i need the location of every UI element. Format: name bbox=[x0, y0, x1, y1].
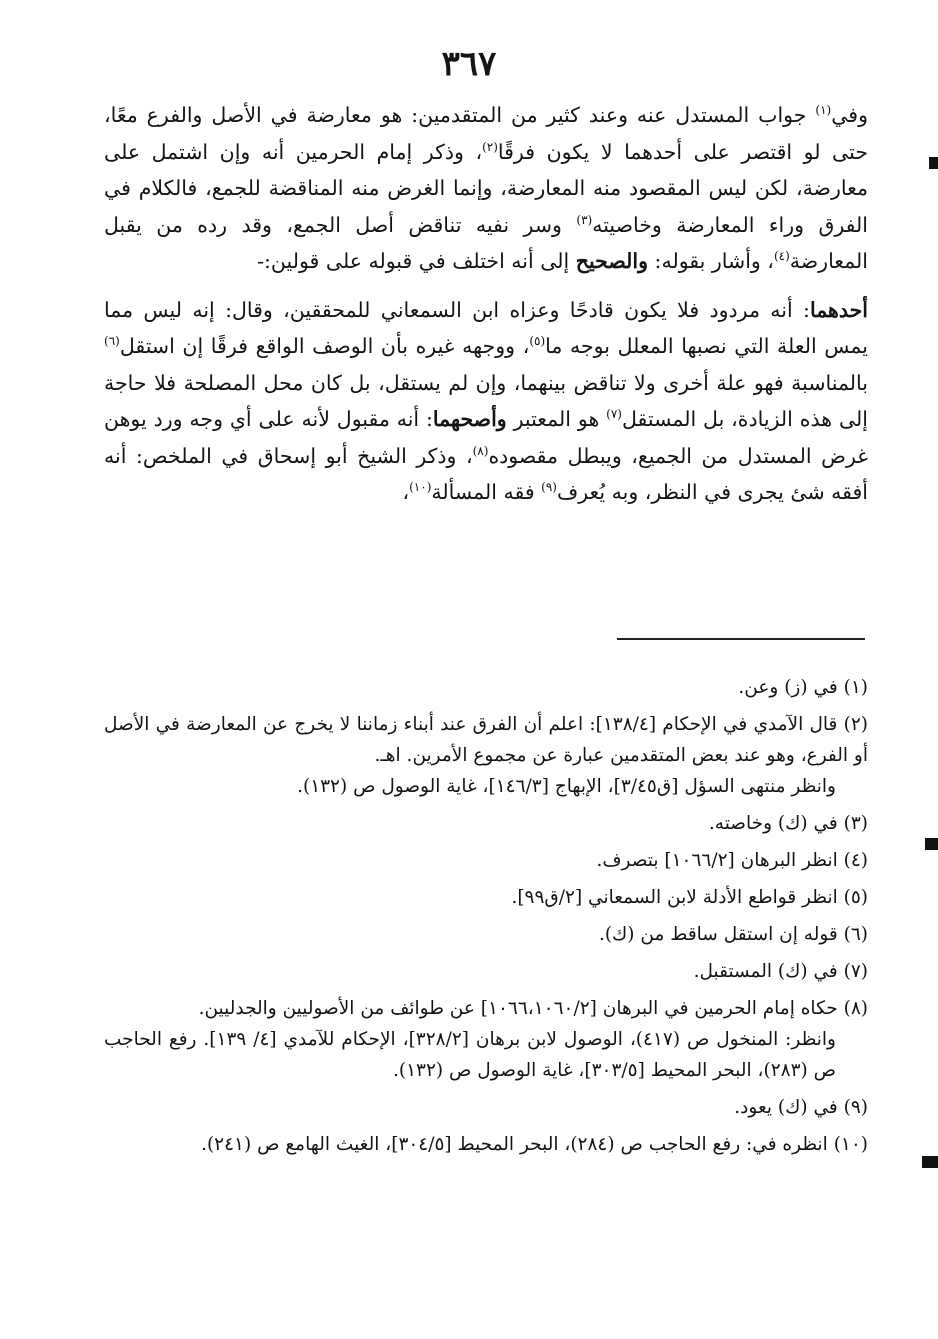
footnote-ref[interactable]: (٣) bbox=[576, 212, 593, 227]
scan-edge-mark bbox=[925, 838, 938, 850]
footnote-ref[interactable]: (١) bbox=[815, 103, 832, 118]
footnote-7 bbox=[104, 956, 868, 987]
footnote-5 bbox=[104, 882, 868, 913]
footnote-ref[interactable]: (٧) bbox=[606, 407, 622, 422]
text-run: ، وذكر الشيخ أبو إسحاق في الملخص: أنه أفقه شئ يجرى في النظر، وبه يُعرف bbox=[104, 443, 868, 504]
footnote-number: (٩) bbox=[843, 1097, 868, 1118]
scan-edge-mark bbox=[922, 1156, 938, 1168]
text-run: جواب المستدل عنه وعند كثير من المتقدمين: هو معارضة في الأصل والفرع معًا، حتى لو اقتصر على أحدهما لا يكون فرقًا bbox=[104, 103, 868, 164]
footnote-text-continued: وانظر منتهى السؤل [ق٣/٤٥]، الإبهاج [١٤٦/٣]، غاية الوصول ص (١٣٢). bbox=[297, 776, 836, 797]
footnote-number: (١٠) bbox=[833, 1134, 868, 1155]
footnote-number: (٣) bbox=[843, 813, 868, 834]
main-text bbox=[104, 97, 868, 511]
footnote-ref[interactable]: (٩) bbox=[541, 480, 557, 495]
text-run: وفي bbox=[831, 103, 868, 127]
footnote-text: في (ك) يعود. bbox=[734, 1097, 838, 1118]
text-run: وسر نفيه تناقض أصل الجمع، وقد رده من يقبل المعارضة bbox=[104, 212, 868, 273]
footnote-2 bbox=[104, 709, 868, 802]
footnote-8 bbox=[104, 993, 868, 1086]
footnote-number: (١) bbox=[843, 677, 868, 698]
footnote-ref[interactable]: (٤) bbox=[773, 249, 790, 264]
bold-term: وأصحهما bbox=[432, 407, 507, 431]
text-run: ، ووجهه غيره بأن الوصف الواقع فرقًا إن استقل bbox=[119, 334, 530, 358]
footnote-ref[interactable]: (٨) bbox=[472, 443, 489, 458]
footnote-ref[interactable]: (٦) bbox=[104, 334, 120, 349]
footnote-text: في (ك) المستقبل. bbox=[693, 961, 838, 982]
footnote-text: في (ك) وخاصته. bbox=[708, 813, 838, 834]
footnote-text: حكاه إمام الحرمين في البرهان [١٠٦٦،١٠٦٠/٢] عن طوائف من الأصوليين والجدليين. bbox=[198, 998, 838, 1019]
text-run: فقه المسألة bbox=[431, 480, 542, 504]
text-run: إلى أنه اختلف في قبوله على قولين:- bbox=[257, 249, 576, 273]
footnote-10 bbox=[104, 1129, 868, 1160]
footnote-9 bbox=[104, 1092, 868, 1123]
footnote-text: انظر البرهان [١٠٦٦/٢] بتصرف. bbox=[596, 850, 838, 871]
text-run: ، وأشار بقوله: bbox=[648, 249, 774, 273]
footnotes bbox=[104, 672, 868, 1166]
footnote-number: (٥) bbox=[843, 887, 868, 908]
bold-term: أحدهما bbox=[809, 297, 868, 322]
footnote-3 bbox=[104, 808, 868, 839]
footnote-4 bbox=[104, 845, 868, 876]
footnote-number: (٨) bbox=[843, 998, 868, 1019]
footnote-text: انظر قواطع الأدلة لابن السمعاني [٢/ق٩٩]. bbox=[511, 887, 838, 908]
text-run: بالمناسبة فهو علة أخرى ولا تناقض بينهما، وإن لم يستقل، بل كان محل المصلحة فلا حاجة إلى هذه الزيادة، بل المستقل bbox=[104, 370, 868, 431]
text-run: ، وذكر إمام الحرمين أنه وإن اشتمل على معارضة، لكن ليس المقصود منه المعارضة، وإنما الغرض منه المناقضة للجمع، فالكلام في الفرق وراء المعارضة وخاصيته bbox=[104, 139, 868, 237]
footnote-6 bbox=[104, 919, 868, 950]
text-run: : أنه مردود فلا يكون قادحًا وعزاه ابن السمعاني للمحققين، وقال: إنه ليس مما يمس العلة التي نصبها المعلل بوجه ما bbox=[104, 297, 868, 358]
paragraph-1 bbox=[104, 97, 868, 280]
footnote-text: في (ز) وعن. bbox=[738, 677, 838, 698]
footnote-text-continued: وانظر: المنخول ص (٤١٧)، الوصول لابن برهان [٣٢٨/٢]، الإحكام للآمدي [٤/ ١٣٩]. رفع الحاجب ص (٢٨٣)، البحر المحيط [٣٠٣/٥]، غاية الوصول ص (١٣٢). bbox=[104, 1029, 836, 1081]
text-run: هو المعتبر bbox=[506, 407, 607, 431]
footnote-ref[interactable]: (١٠) bbox=[409, 480, 432, 495]
scan-edge-mark bbox=[929, 157, 938, 169]
footnote-separator bbox=[617, 638, 865, 640]
bold-term: والصحيح bbox=[575, 249, 649, 273]
footnote-ref[interactable]: (٢) bbox=[482, 139, 498, 154]
paragraph-2 bbox=[104, 292, 868, 511]
footnote-number: (٦) bbox=[843, 924, 868, 945]
footnote-number: (٧) bbox=[843, 961, 868, 982]
page-number: ٣٦٧ bbox=[441, 44, 497, 84]
footnote-text: قوله إن استقل ساقط من (ك). bbox=[598, 924, 838, 945]
text-run: ، bbox=[402, 480, 410, 504]
text-run: : أنه مقبول لأنه على أي وجه ورد يوهن غرض المستدل من الجميع، ويبطل مقصوده bbox=[104, 407, 868, 468]
footnote-1 bbox=[104, 672, 868, 703]
footnote-text: قال الآمدي في الإحكام [١٣٨/٤]: اعلم أن الفرق عند أبناء زماننا لا يخرج عن المعارضة في الأصل أو الفرع، وهو عند بعض المتقدمين عبارة عن مجموع الأمرين. اهـ. bbox=[104, 714, 868, 766]
footnote-number: (٢) bbox=[843, 714, 868, 735]
footnote-number: (٤) bbox=[843, 850, 868, 871]
footnote-ref[interactable]: (٥) bbox=[529, 334, 546, 349]
footnote-text: انظره في: رفع الحاجب ص (٢٨٤)، البحر المحيط [٣٠٤/٥]، الغيث الهامع ص (٢٤١). bbox=[201, 1134, 828, 1155]
